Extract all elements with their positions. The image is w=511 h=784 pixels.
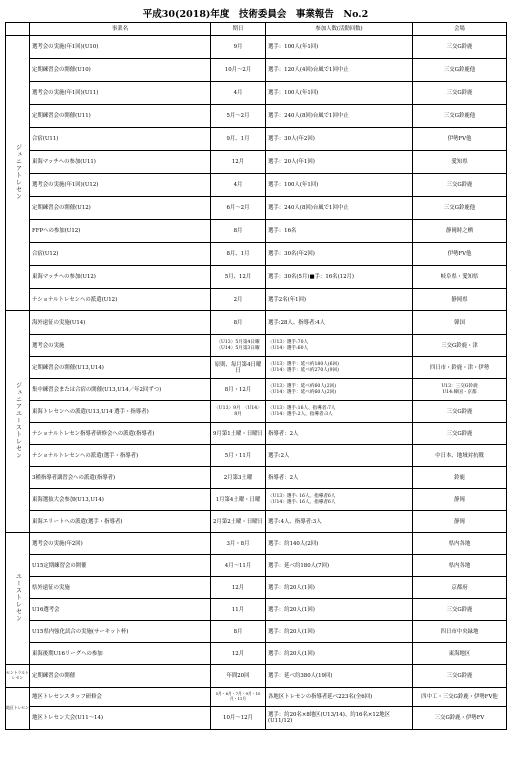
group-label-youth: ユーストレセン: [6, 533, 30, 665]
date-cell: 2月第2土曜・日曜日: [211, 511, 266, 533]
table-row: [6, 511, 507, 533]
table-row: [6, 445, 507, 467]
date-cell: 3月・8月: [211, 533, 266, 555]
date-cell: 2月第3土曜: [211, 467, 266, 489]
activity-name: FFPへの参加(U12): [30, 220, 211, 243]
table-row: [6, 266, 507, 289]
participants-cell: 選手：約20人(1回): [266, 643, 413, 665]
venue-cell: 伊勢FV他: [413, 128, 507, 151]
venue-cell: 四日市・鈴鹿・津・伊勢: [413, 357, 507, 379]
date-cell: 4月: [211, 174, 266, 197]
header-venue: 会場: [413, 23, 507, 36]
participants-cell: 選手：100人(年1回): [266, 36, 413, 59]
group-label-central: セントラルトレセン: [6, 665, 30, 688]
page-title: 平成30(2018)年度 技術委員会 事業報告 No.2: [142, 9, 369, 20]
date-cell: 〈U13〉5月第4日曜 〈U14〉5月第3日曜: [211, 335, 266, 357]
table-row: [6, 599, 507, 621]
venue-cell: 静岡県: [413, 289, 507, 311]
venue-cell: 県内各地: [413, 533, 507, 555]
participants-cell: 〈U13〉選手：延べ約180人(6回) 〈U14〉選手：延べ約270人(9回): [266, 357, 413, 379]
table-row: [6, 688, 507, 707]
participants-cell: 選手：約140人(2回): [266, 533, 413, 555]
participants-cell: 選手：16名: [266, 220, 413, 243]
venue-cell: 静岡時之栖: [413, 220, 507, 243]
venue-cell: 静岡: [413, 511, 507, 533]
venue-cell: 伊勢FV他: [413, 243, 507, 266]
venue-cell: 韓国: [413, 311, 507, 335]
participants-cell: 〈U13〉選手：延べ約60人(2回) 〈U14〉選手：延べ約60人(2回): [266, 379, 413, 401]
venue-cell: 三交G鈴鹿他: [413, 59, 507, 82]
venue-cell: 三交G鈴鹿: [413, 401, 507, 423]
table-row: [6, 311, 507, 335]
venue-cell: 三交G鈴鹿: [413, 665, 507, 688]
participants-cell: 選手：30人(年2回): [266, 128, 413, 151]
table-row: [6, 82, 507, 105]
participants-cell: 〈U13〉選手:16人、指導者:7人 〈U14〉選手:2人、指導者:3人: [266, 401, 413, 423]
date-cell: 5月・6月・7月・9月・10月・11月: [211, 688, 266, 707]
activity-name: 海外遠征の実施(U14): [30, 311, 211, 335]
table-row: [6, 533, 507, 555]
table-row: [6, 128, 507, 151]
participants-cell: 指導者：2人: [266, 467, 413, 489]
activity-name: 定期練習会の開催(U11): [30, 105, 211, 128]
date-cell: 4月～11月: [211, 555, 266, 577]
table-row: [6, 151, 507, 174]
group-label-junior: ジュニアトレセン: [6, 36, 30, 311]
activity-name: 選考会の実施(年1回)(U11): [30, 82, 211, 105]
activity-name: 定期練習会の開催(U10): [30, 59, 211, 82]
table-row: [6, 59, 507, 82]
activity-name: 合宿(U12): [30, 243, 211, 266]
participants-cell: 選手：約20人(1回): [266, 599, 413, 621]
activity-name: 3種指導者講習会への派遣(指導者): [30, 467, 211, 489]
venue-cell: 三交G鈴鹿・伊勢FV: [413, 707, 507, 730]
table-row: [6, 665, 507, 688]
table-row: [6, 577, 507, 599]
group-label-junior-youth: ジュニアユーストレセン: [6, 311, 30, 533]
participants-cell: 選手：240人(8回)台風で1回中止: [266, 197, 413, 220]
activity-name: 定期練習会の開催(U12): [30, 197, 211, 220]
venue-cell: 京都府: [413, 577, 507, 599]
participants-cell: 選手：約20人(1回): [266, 621, 413, 643]
date-cell: 6月～2月: [211, 197, 266, 220]
table-row: [6, 467, 507, 489]
table-row: [6, 643, 507, 665]
table-row: [6, 105, 507, 128]
date-cell: 8月: [211, 621, 266, 643]
header-activity: 事業名: [30, 23, 211, 36]
activity-name: 選考会の実施(年1回)(U10): [30, 36, 211, 59]
date-cell: 原則、毎月第4日曜日: [211, 357, 266, 379]
venue-cell: 三交G鈴鹿他: [413, 197, 507, 220]
date-cell: 〈U13〉9月 〈U14〉 8月: [211, 401, 266, 423]
participants-cell: 選手：240人(8回)台風で1回中止: [266, 105, 413, 128]
activity-name: 地区トレセン大会(U11～14): [30, 707, 211, 730]
date-cell: 8月: [211, 220, 266, 243]
participants-cell: 選手:4人、指導者:3人: [266, 511, 413, 533]
date-cell: 9月、1月: [211, 128, 266, 151]
participants-cell: 選手：30名(5月)■手：16名(12月): [266, 266, 413, 289]
date-cell: 1月第4土曜・日曜: [211, 489, 266, 511]
table-row: [6, 489, 507, 511]
activity-name: 定期練習会の開催: [30, 665, 211, 688]
date-cell: 9月: [211, 36, 266, 59]
activity-name: 東海トレセンへの派遣(U13,U14 選手・指導者): [30, 401, 211, 423]
participants-cell: 選手：100人(年1回): [266, 174, 413, 197]
header-participants: 参加人数(活動回数): [266, 23, 413, 36]
activity-name: 東海マッチへの参加(U11): [30, 151, 211, 174]
table-row: [6, 174, 507, 197]
date-cell: 5月、12月: [211, 266, 266, 289]
venue-cell: 愛知県: [413, 151, 507, 174]
table-row: [6, 401, 507, 423]
table-row: [6, 379, 507, 401]
activity-name: 選考会の実施: [30, 335, 211, 357]
venue-cell: 三交G鈴鹿他: [413, 105, 507, 128]
table-row: [6, 707, 507, 730]
participants-cell: 選手：約20人(1回): [266, 577, 413, 599]
date-cell: 5月・11月: [211, 445, 266, 467]
activity-name: 定期練習会の開催(U13,U14): [30, 357, 211, 379]
table-row: [6, 220, 507, 243]
date-cell: 12月: [211, 577, 266, 599]
participants-cell: 選手：120人(4回)台風で1回中止: [266, 59, 413, 82]
venue-cell: 三交G鈴鹿: [413, 82, 507, 105]
venue-cell: 東海地区: [413, 643, 507, 665]
participants-cell: 〈U13〉選手:70人 〈U14〉選手:60人: [266, 335, 413, 357]
header-group: [6, 23, 30, 36]
venue-cell: 四日市中央緑地: [413, 621, 507, 643]
date-cell: 2月: [211, 289, 266, 311]
participants-cell: 選手：20人(年1回): [266, 151, 413, 174]
activity-name: ナショナルトレセンへの派遣(U12): [30, 289, 211, 311]
activity-name: 東海エリートへの派遣(選手・指導者): [30, 511, 211, 533]
date-cell: 9月第1土曜・日曜日: [211, 423, 266, 445]
date-cell: 8月: [211, 311, 266, 335]
activity-name: U16選考会: [30, 599, 211, 621]
table-row: [6, 36, 507, 59]
venue-cell: 中日本、地域対抗戦: [413, 445, 507, 467]
table-row: [6, 243, 507, 266]
participants-cell: 選手：延べ約380人(19回): [266, 665, 413, 688]
venue-cell: 鈴鹿: [413, 467, 507, 489]
table-row: [6, 357, 507, 379]
date-cell: 10月～2月: [211, 59, 266, 82]
report-table: [5, 22, 507, 730]
date-cell: 12月: [211, 643, 266, 665]
venue-cell: U13：三交G鈴鹿 U14:韓国・京都: [413, 379, 507, 401]
header-row: [6, 23, 507, 36]
participants-cell: 選手：延べ約180人(7回): [266, 555, 413, 577]
participants-cell: 〈U13〉選手: 16人、指導者6人 〈U14〉選手: 16人、指導者6人: [266, 489, 413, 511]
participants-cell: 指導者：2人: [266, 423, 413, 445]
date-cell: 8月・12月: [211, 379, 266, 401]
activity-name: 東海後期U16リーグへの参加: [30, 643, 211, 665]
table-row: [6, 197, 507, 220]
table-row: [6, 555, 507, 577]
table-row: [6, 423, 507, 445]
activity-name: 地区トレセンスタッフ研修会: [30, 688, 211, 707]
date-cell: 12月: [211, 151, 266, 174]
date-cell: 5月～2月: [211, 105, 266, 128]
table-row: [6, 621, 507, 643]
table-row: [6, 289, 507, 311]
venue-cell: 三交G鈴鹿: [413, 423, 507, 445]
participants-cell: 選手2名(年1回): [266, 289, 413, 311]
activity-name: 東海マッチへの参加(U12): [30, 266, 211, 289]
date-cell: 11月: [211, 599, 266, 621]
venue-cell: 三交G鈴鹿: [413, 599, 507, 621]
participants-cell: 選手：100人(年1回): [266, 82, 413, 105]
activity-name: U15県内強化試合の実施(サーキット杯): [30, 621, 211, 643]
venue-cell: 静岡: [413, 489, 507, 511]
participants-cell: 各地区トレセンの指導者延べ223名(全6回): [266, 688, 413, 707]
group-label-regional: 地区トレセン: [6, 688, 30, 730]
venue-cell: 県内各地: [413, 555, 507, 577]
participants-cell: 選手:2人: [266, 445, 413, 467]
activity-name: 集中練習会または合宿の開催(U13,U14／年2回ずつ): [30, 379, 211, 401]
participants-cell: 選手:28人、指導者:4人: [266, 311, 413, 335]
activity-name: U15定期練習会の開催: [30, 555, 211, 577]
venue-cell: 岐阜県・愛知県: [413, 266, 507, 289]
participants-cell: 選手：30名(年2回): [266, 243, 413, 266]
activity-name: ナショナルトレセンへの派遣(選手・指導者): [30, 445, 211, 467]
activity-name: ナショナルトレセン指導者研修会への派遣(指導者): [30, 423, 211, 445]
date-cell: 4月: [211, 82, 266, 105]
activity-name: 県外遠征の実施: [30, 577, 211, 599]
venue-cell: 三交G鈴鹿: [413, 174, 507, 197]
venue-cell: 三交G鈴鹿: [413, 36, 507, 59]
date-cell: 10月～12月: [211, 707, 266, 730]
venue-cell: 四中工・三交G鈴鹿・伊勢FV他: [413, 688, 507, 707]
date-cell: 8月、1月: [211, 243, 266, 266]
date-cell: 年間20回: [211, 665, 266, 688]
activity-name: 東海選抜大会参加(U13,U14): [30, 489, 211, 511]
activity-name: 合宿(U11): [30, 128, 211, 151]
activity-name: 選考会の実施(年1回)(U12): [30, 174, 211, 197]
activity-name: 選考会の実施(年2回): [30, 533, 211, 555]
participants-cell: 選手：約20名×8地区(U13/14)、約16名×12地区(U11/12): [266, 707, 413, 730]
header-date: 期日: [211, 23, 266, 36]
venue-cell: 三交G鈴鹿・津: [413, 335, 507, 357]
table-row: [6, 335, 507, 357]
